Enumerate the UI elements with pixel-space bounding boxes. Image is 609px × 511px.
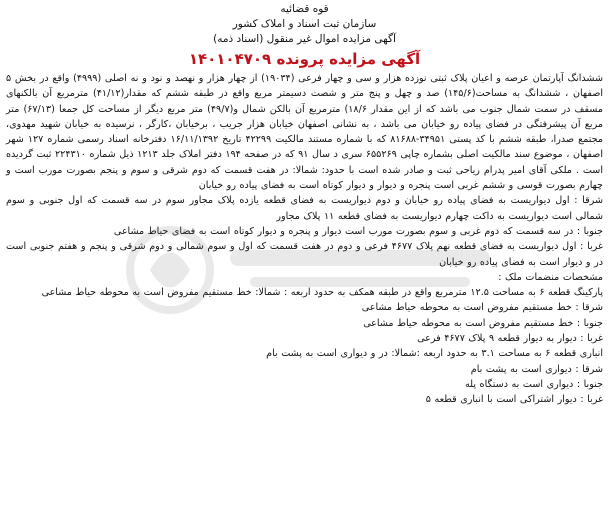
- east-boundary-paragraph: شرقا : اول دیواریست به فضای پیاده رو خیابان و دوم دیواریست به فضای قطعه یازده پلاک مجاور سوم در سه قسمت که اول جنوبی و سوم شمالی است دیواریست به داکت چهارم دیواریست به فضای قطعه ۱۱ پلاک مجاور: [6, 195, 603, 222]
- storage-south-line: جنوبا : دیواری است به دستگاه پله: [465, 378, 603, 390]
- storage-west-line: غربا : دیوار اشتراکی است با انباری قطعه ۵: [425, 394, 603, 406]
- parking-south-line: جنوبا : خط مستقیم مفروض است به محوطه حیاط مشاعی: [363, 317, 603, 329]
- notice-body: [6, 71, 603, 408]
- property-description-paragraph: ششدانگ آپارتمان عرصه و اعیان پلاک ثبتی نوزده هزار و سی و چهار فرعی (۱۹۰۳۴) از چهار هزار و نهصد و نود و نه اصلی (۴۹۹۹) واقع در بخش ۵ اصفهان ، ششدانگ به مساحت(۱۴۵/۶) صد و چهل و پنج متر و شصت دسیمتر مربع واقع در طبقه ششم که مقدار(۴۱/۱۲) مترمربع آن بالکنهای مسقف در سمت شمال جنوب می باشد که از این مقدار ۱۸/۶) مترمربع آن بالکن شمال و(۴۹/۷) متر مربع دیگر از مساحت کل جمعا (۶۷/۱۳) متر مربع آن پیشرفتگی در فضای پیاده رو خیابان می باشد ، به نشانی اصفهان خیابان هزار جریب ، برخیابان ،کارگر ، نرسیده به خیابان شهید مهدوی، مجتمع صدرا، طبقه ششم با کد پستی ۳۴۹۵۱-۸۱۶۸۸ که با شماره مستند مالکیت ۴۲۲۹۹ تاریخ ۱۶/۱۱/۱۳۹۲ دفترخانه اسناد رسمی شماره ۱۲۷ شهر اصفهان ، موضوع سند مالکیت اصلی بشماره چاپی ۶۵۵۲۶۹ سری د سال ۹۱ که در صفحه ۱۹۴ دفتر املاک جلد ۱۲۱۳ ذیل شماره ۲۲۴۳۱۰ ثبت گردیده است . ملکی آقای امیر پدرام ریاحی ثبت و صادر شده است با حدود: شمالا: در هفت قسمت که دوم شرقی و سوم و پنجم بصورت مورب است و چهارم بصورت قوسی و ششم غربی است پنجره و دیوار و دیوار کوتاه است به فضای پیاده رو خیابان: [6, 73, 604, 192]
- notice-title: آگهی مزایده پرونده ۱۴۰۱۰۴۷۰۹: [188, 50, 421, 68]
- parking-east-line: شرقا : خط مستقیم مفروض است به محوطه حیاط مشاعی: [361, 302, 603, 314]
- parking-paragraph: پارکینگ قطعه ۶ به مساحت ۱۲.۵ مترمربع واقع در طبقه همکف به حدود اربعه : شمالا: خط مستقیم مفروض است به محوطه حیاط مشاعی: [41, 287, 603, 299]
- storage-paragraph: انباری قطعه ۶ به مساحت ۳.۱ به حدود اربعه :شمالا: در و دیواری است به پشت بام: [266, 348, 603, 360]
- appurtenances-heading: مشخصات منضمات ملک :: [498, 271, 603, 283]
- notice-header: [0, 0, 609, 69]
- notice-type-line: آگهی مزایده اموال غیر منقول (اسناد ذمه): [213, 33, 396, 45]
- judiciary-line: قوه قضائیه: [280, 3, 329, 15]
- organization-line: سازمان ثبت اسناد و املاک کشور: [232, 18, 377, 30]
- storage-east-line: شرقا : دیواری است به پشت بام: [470, 363, 603, 375]
- west-boundary-paragraph: غربا : اول دیواریست به فضای قطعه نهم پلاک ۴۶۷۷ فرعی و دوم در هفت قسمت که اول و سوم شمالی و دوم شرقی و پنجم و هفتم جنوبی است در و دیوار است به فضای پیاده رو خیابان: [6, 241, 603, 268]
- parking-west-line: غربا : دیوار به دیوار قطعه ۹ پلاک ۴۶۷۷ فرعی: [417, 333, 603, 345]
- south-boundary-paragraph: جنوبا : در سه قسمت که دوم غربی و سوم بصورت مورب است دیوار و پنجره و دیوار کوتاه است به فضای حیاط مشاعی: [113, 225, 603, 237]
